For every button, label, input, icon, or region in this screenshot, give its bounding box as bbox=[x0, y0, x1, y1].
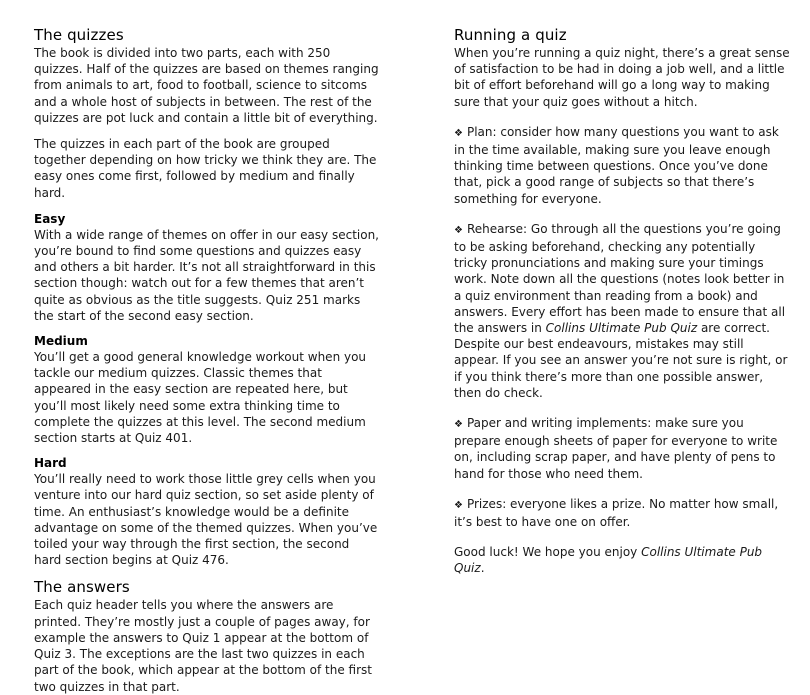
plan-item bbox=[454, 124, 790, 207]
good-luck-book-title: Collins Ultimate Pub Quiz bbox=[454, 545, 763, 576]
running-quiz-intro: When you’re running a quiz night, there’s a great sense of satisfaction to be had in doing a job well, and a little bit of effort beforehand will go a long way to making sure that your quiz goes without a hitch. bbox=[454, 46, 790, 109]
quizzes-paragraph-1: The book is divided into two parts, each with 250 quizzes. Half of the quizzes are based on themes ranging from animals to art, food to football, science to sitcoms and a whole host of subjects in between. The rest of the quizzes are pot luck and contain a little bit of everything. bbox=[34, 46, 379, 125]
easy-heading: Easy bbox=[34, 211, 66, 226]
hard-paragraph: You’ll really need to work those little grey cells when you venture into our hard quiz section, so set aside plenty of time. An enthusiast’s knowledge would be a definite advantage on some of the themed quizzes. When you’ve toiled your way through the first section, the second hard section begins at Quiz 476. bbox=[34, 472, 378, 568]
medium-paragraph: You’ll get a good general knowledge workout when you tackle our medium quizzes. Classic themes that appeared in the easy section are repeated here, but you’ll most likely need some extra thinking time to complete the quizzes at this level. The second medium section starts at Quiz 401. bbox=[34, 350, 367, 446]
diamond-bullet-icon: ❖ bbox=[454, 224, 463, 236]
easy-paragraph: With a wide range of themes on offer in our easy section, you’re bound to find some questions and quizzes easy and others a bit harder. It’s not all straightforward in this section though: watch out for a few themes that aren’t quite as obvious as the title suggests. Quiz 251 marks the start of the second easy section. bbox=[34, 227, 379, 323]
right-page bbox=[454, 26, 790, 577]
prizes-item bbox=[454, 496, 790, 530]
diamond-bullet-icon: ❖ bbox=[454, 499, 463, 511]
answers-paragraph: Each quiz header tells you where the answers are printed. They’re mostly just a couple of pages away, for example the answers to Quiz 1 appear at the bottom of Quiz 3. The exceptions are the last two quizzes in each part of the book, which appear at the bottom of the first two quizzes in that part. bbox=[34, 598, 372, 694]
diamond-bullet-icon: ❖ bbox=[454, 127, 463, 139]
medium-heading: Medium bbox=[34, 334, 88, 349]
rehearse-text-start: Rehearse: Go through all the questions you’re going to be asking beforehand, checking any potentially tricky pronunciations and making sure your timings work. Note down all the questions (notes look better in a quiz environment than reading from a book) and answers. Every effort has been made to ensure that all the answers in bbox=[454, 221, 786, 336]
left-page bbox=[34, 26, 380, 695]
good-luck-text: Good luck! We hope you enjoy bbox=[454, 545, 642, 560]
good-luck-line bbox=[454, 544, 790, 576]
paper-text: Paper and writing implements: make sure you prepare enough sheets of paper for everyone to write on, including scrap paper, and have plenty of pens to hand for those who need them. bbox=[454, 416, 778, 481]
answers-heading: The answers bbox=[34, 578, 130, 597]
quizzes-paragraph-2: The quizzes in each part of the book are grouped together depending on how tricky we think they are. The easy ones come first, followed by medium and finally hard. bbox=[34, 137, 377, 200]
plan-text: Plan: consider how many questions you want to ask in the time available, making sure you leave enough thinking time between questions. Once you’ve done that, pick a good range of subjects so that there’s something for everyone. bbox=[454, 124, 779, 206]
paper-item bbox=[454, 415, 790, 482]
prizes-text: Prizes: everyone likes a prize. No matter how small, it’s best to have one on offer. bbox=[454, 496, 779, 530]
quizzes-heading: The quizzes bbox=[34, 26, 124, 44]
rehearse-text-end: are correct. Despite our best endeavours, mistakes may still appear. If you see an answer you’re not sure is right, or if you think there’s more than one possible answer, then do check. bbox=[454, 321, 788, 400]
good-luck-period: . bbox=[480, 561, 485, 576]
running-quiz-heading: Running a quiz bbox=[454, 26, 567, 44]
hard-heading: Hard bbox=[34, 456, 67, 471]
diamond-bullet-icon: ❖ bbox=[454, 419, 463, 431]
rehearse-item bbox=[454, 221, 790, 401]
book-title-italic: Collins Ultimate Pub Quiz bbox=[545, 321, 698, 336]
